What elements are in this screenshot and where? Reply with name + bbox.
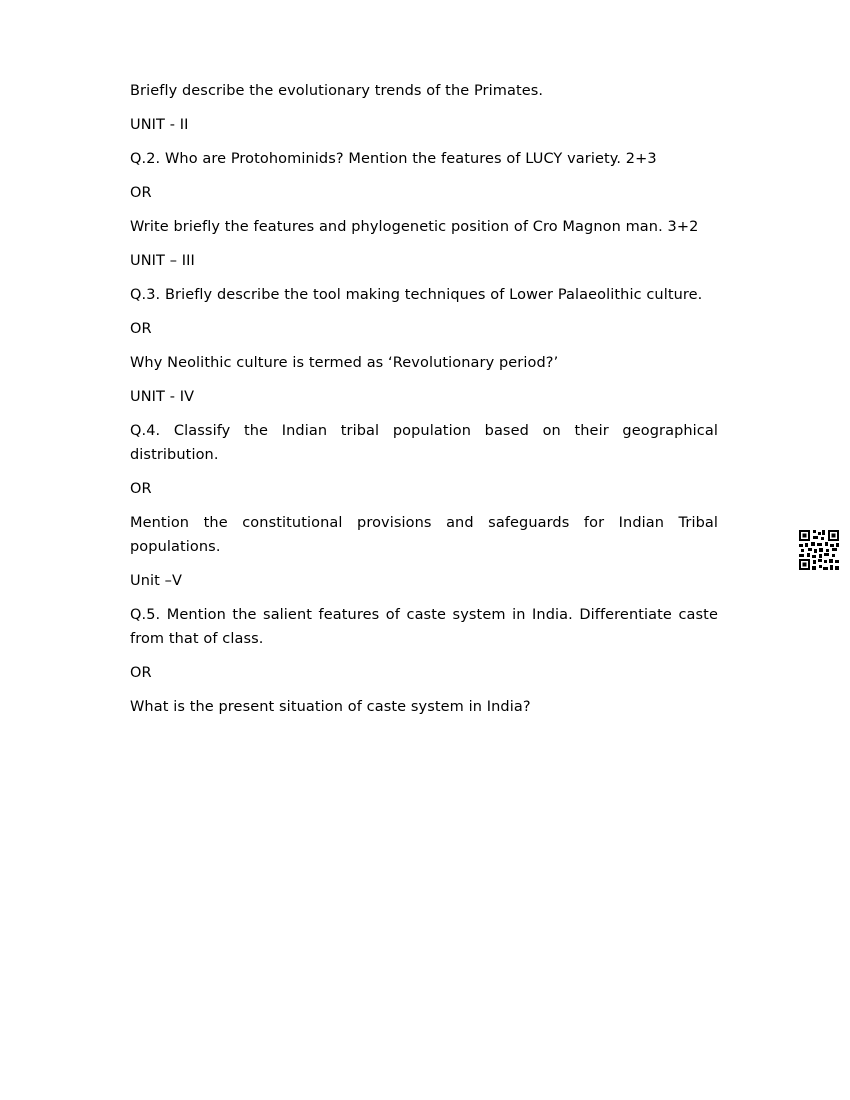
unit-heading: UNIT - IV: [130, 389, 195, 405]
question-paper-body: [130, 79, 718, 729]
question-5: Q.5. Mention the salient features of caste system in India. Differentiate caste from that of class.: [130, 607, 718, 647]
question-4-alternative: Mention the constitutional provisions and safeguards for Indian Tribal populations.: [130, 515, 718, 555]
question-5-alternative: What is the present situation of caste system in India?: [130, 699, 531, 715]
unit-heading: Unit –V: [130, 573, 182, 589]
qr-code-icon[interactable]: [799, 530, 839, 570]
or-separator: OR: [130, 665, 152, 681]
question-2: Q.2. Who are Protohominids? Mention the features of LUCY variety. 2+3: [130, 151, 657, 167]
question-4: Q.4. Classify the Indian tribal population based on their geographical distribution.: [130, 423, 718, 463]
or-separator: OR: [130, 185, 152, 201]
or-separator: OR: [130, 321, 152, 337]
question-3-alternative: Why Neolithic culture is termed as ‘Revolutionary period?’: [130, 355, 559, 371]
question-3: Q.3. Briefly describe the tool making techniques of Lower Palaeolithic culture.: [130, 287, 703, 303]
unit-heading: UNIT – III: [130, 253, 195, 269]
unit-heading: UNIT - II: [130, 117, 189, 133]
question-2-alternative: Write briefly the features and phylogenetic position of Cro Magnon man. 3+2: [130, 219, 699, 235]
or-separator: OR: [130, 481, 152, 497]
question-text: Briefly describe the evolutionary trends of the Primates.: [130, 83, 544, 99]
